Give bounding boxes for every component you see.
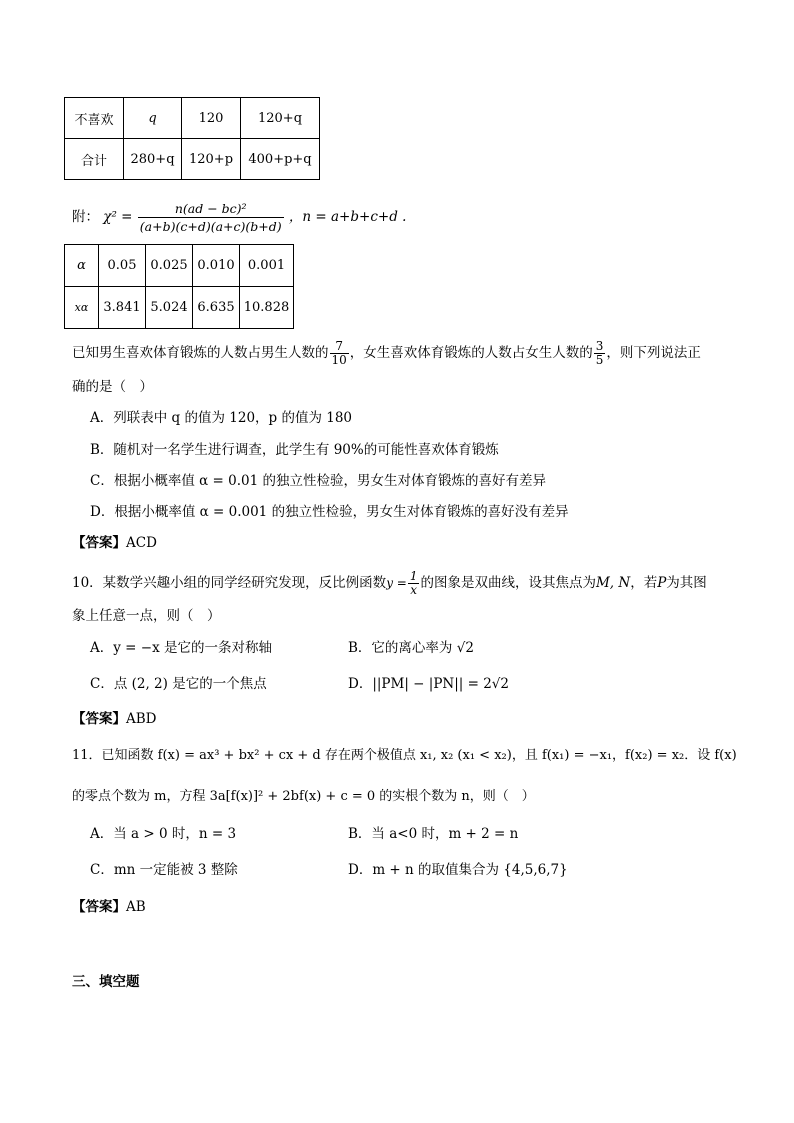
q10-option-b: B．它的离心率为 √2 bbox=[348, 640, 474, 656]
q10-answer bbox=[72, 709, 157, 729]
q10-option-d: D．||PM| − |PN|| = 2√2 bbox=[348, 676, 509, 692]
table-row bbox=[65, 98, 320, 139]
q11-stem-line1: 11．已知函数 f(x) = ax³ + bx² + cx + d 存在两个极值点 x₁, x₂ (x₁ < x₂)，且 f(x₁) = −x₁，f(x₂) = x₂．设 f(x) bbox=[72, 748, 737, 763]
fraction-numerator: 3 bbox=[595, 339, 604, 353]
table-cell: 0.010 bbox=[193, 245, 240, 287]
q10-function: y = bbox=[386, 576, 407, 590]
q10-stem-line1 bbox=[72, 568, 707, 598]
answer-value: AB bbox=[126, 899, 146, 915]
table-cell: 10.828 bbox=[240, 287, 294, 329]
q9-stem-text: ，女生喜欢体育锻炼的人数占女生人数的 bbox=[349, 345, 593, 361]
q10-stem-text: ，若 bbox=[630, 575, 658, 591]
q9-option-a: A．列联表中 q 的值为 120，p 的值为 180 bbox=[90, 410, 353, 426]
table-cell: α bbox=[65, 245, 99, 287]
q9-stem-text: 已知男生喜欢体育锻炼的人数占男生人数的 bbox=[72, 345, 329, 361]
q10-fraction bbox=[408, 570, 420, 597]
q11-option-b: B．当 a<0 时，m + 2 = n bbox=[348, 826, 519, 842]
table-cell: 合计 bbox=[65, 139, 124, 180]
q9-option-d: D．根据小概率值 α = 0.001 的独立性检验，男女生对体育锻炼的喜好没有差异 bbox=[90, 504, 569, 520]
formula-denominator: (a+b)(c+d)(a+c)(b+d) bbox=[139, 219, 282, 234]
formula-prefix: 附： bbox=[72, 209, 99, 225]
q11-option-c: C．mn 一定能被 3 整除 bbox=[90, 862, 238, 878]
q10-foci: M, N bbox=[595, 575, 631, 591]
q9-answer bbox=[72, 533, 157, 553]
table-cell: q bbox=[124, 98, 182, 139]
table-cell: 不喜欢 bbox=[65, 98, 124, 139]
answer-value: ACD bbox=[126, 535, 157, 551]
q11-stem-line2: 的零点个数为 m，方程 3a[f(x)]² + 2bf(x) + c = 0 的实根个数为 n，则（ ） bbox=[72, 789, 535, 804]
table-cell: 3.841 bbox=[99, 287, 146, 329]
critical-value-table bbox=[64, 244, 294, 329]
fraction-denominator: 5 bbox=[595, 353, 604, 367]
q10-option-a: A．y = −x 是它的一条对称轴 bbox=[90, 640, 272, 656]
answer-label: 【答案】 bbox=[72, 899, 126, 915]
table-cell: 120+p bbox=[182, 139, 241, 180]
fraction-denominator: x bbox=[410, 583, 418, 597]
answer-label: 【答案】 bbox=[72, 535, 126, 551]
q9-fraction-7-10 bbox=[330, 340, 349, 367]
table-cell: 120 bbox=[182, 98, 241, 139]
table-cell: 120+q bbox=[241, 98, 320, 139]
table-cell: 280+q bbox=[124, 139, 182, 180]
q9-option-c: C．根据小概率值 α = 0.01 的独立性检验，男女生对体育锻炼的喜好有差异 bbox=[90, 473, 546, 489]
section-heading: 三、填空题 bbox=[72, 974, 140, 990]
table-cell: 400+p+q bbox=[241, 139, 320, 180]
q9-fraction-3-5 bbox=[594, 340, 606, 367]
q11-option-d: D．m + n 的取值集合为 {4,5,6,7} bbox=[348, 862, 568, 878]
table-cell: 5.024 bbox=[146, 287, 193, 329]
table-row bbox=[65, 139, 320, 180]
answer-label: 【答案】 bbox=[72, 711, 126, 727]
table-cell: 0.001 bbox=[240, 245, 294, 287]
q9-stem-text: ，则下列说法正 bbox=[606, 345, 701, 361]
q9-stem-line2: 确的是（ ） bbox=[72, 379, 153, 395]
formula-chi: χ² = bbox=[103, 209, 133, 225]
q10-stem-line2: 象上任意一点，则（ ） bbox=[72, 608, 221, 624]
q11-answer bbox=[72, 897, 146, 917]
fraction-numerator: 7 bbox=[330, 340, 349, 354]
fraction-numerator: 1 bbox=[409, 569, 418, 583]
q10-stem-text: 10．某数学兴趣小组的同学经研究发现，反比例函数 bbox=[72, 575, 387, 591]
q10-stem-text: 为其图 bbox=[666, 575, 707, 591]
table-cell: 0.025 bbox=[146, 245, 193, 287]
q11-option-a: A．当 a > 0 时，n = 3 bbox=[90, 826, 237, 842]
table-row bbox=[65, 287, 294, 329]
chi-square-formula bbox=[72, 200, 406, 235]
q9-stem-line1 bbox=[72, 338, 701, 368]
formula-numerator: n(ad − bc)² bbox=[138, 200, 284, 218]
q9-option-b: B．随机对一名学生进行调查，此学生有 90%的可能性喜欢体育锻炼 bbox=[90, 442, 499, 458]
formula-suffix: ，n = a+b+c+d . bbox=[288, 209, 407, 225]
formula-fraction bbox=[138, 200, 284, 235]
table-cell: 0.05 bbox=[99, 245, 146, 287]
q10-option-c: C．点 (2, 2) 是它的一个焦点 bbox=[90, 676, 267, 692]
q10-stem-text: 的图象是双曲线，设其焦点为 bbox=[420, 575, 596, 591]
answer-value: ABD bbox=[126, 711, 157, 727]
table-cell: xα bbox=[65, 287, 99, 329]
fraction-denominator: 10 bbox=[331, 353, 347, 367]
contingency-table bbox=[64, 97, 320, 180]
table-cell: 6.635 bbox=[193, 287, 240, 329]
q10-point: P bbox=[657, 575, 667, 591]
table-row bbox=[65, 245, 294, 287]
